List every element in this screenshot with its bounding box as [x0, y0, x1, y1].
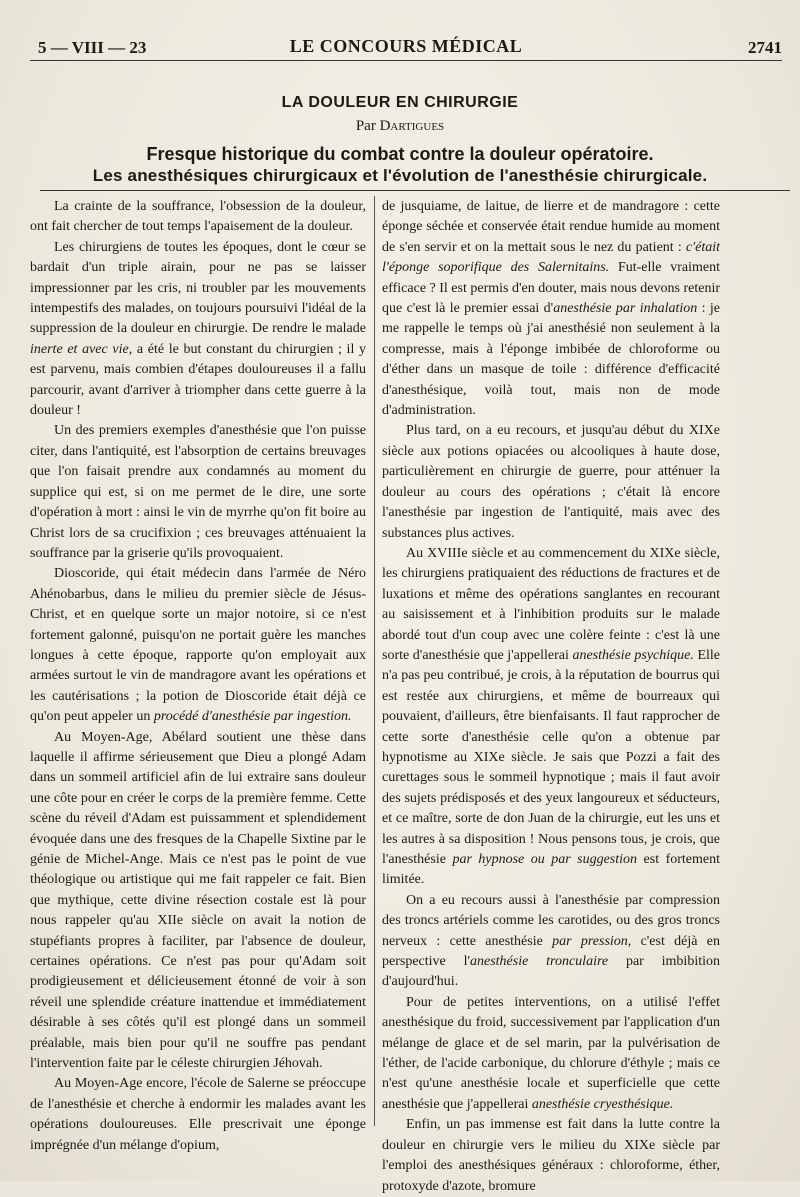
text-run: Elle n'a pas peu contribué, je crois, à la réputation de bourrus qui est restée aux chirurgiens, et même de bourreaux qui pouvaient, d'ailleurs, être bienfaisants. Il faut rapprocher de cette sorte d'anesthésie celle qu'on a obtenue par hypnotisme au XIXe siècle. Je sais que Pozzi a fait des curettages sous le sommeil hypnotique ; mais il faut avoir des sujets prédisposés et des yeux langoureux et séducteurs, et ce maître, sorte de don Juan de la chirurgie, eut les uns et les autres à sa disposition ! Nous pensons tous, je crois, que l'anesthésie — [382, 647, 720, 867]
text-run: Enfin, un pas immense est fait dans la lutte contre la douleur en chirurgie vers le milieu du XIXe siècle par l'emploi des anesthésiques généraux : chloroforme, éther, protoxyde d'azote, bromure — [382, 1117, 720, 1194]
article-author — [0, 118, 800, 135]
paragraph — [382, 891, 720, 993]
text-run: Pour de petites interventions, on a utilisé l'effet anesthésique du froid, successivement par l'application d'un mélange de glace et de sel marin, par la pulvérisation de l'éther, de l'acide carbonique, du chlorure d'éthyle ; mais ce n'est qu'une anesthésie locale et superficielle que cette anesthésie que j'appellerai — [382, 994, 720, 1112]
text-run: La crainte de la souffrance, l'obsession de la douleur, ont fait chercher de tout temps l'apaisement de la douleur. — [30, 199, 366, 235]
journal-title: LE CONCOURS MÉDICAL — [289, 36, 523, 56]
subtitle-primary: Fresque historique du combat contre la douleur opératoire. — [146, 144, 654, 164]
text-run: Dioscoride, qui était médecin dans l'armée de Néro Ahénobarbus, dans le milieu du premier siècle de Jésus-Christ, et en quelque sorte un major notoire, si ce n'est fortement galonné, puisqu'on ne portait guère les manches longues à cette époque, rapporte qu'on employait aux armées surtout le vin de mandragore avant les opérations et les cautérisations ; la potion de Dioscoride était déjà ce qu'on peut appeler un — [30, 566, 366, 725]
paragraph — [30, 1074, 366, 1156]
italic-phrase: anesthésie par inhalation — [553, 301, 698, 317]
text-run: Fut-elle vraiment efficace ? Il est permis d'en douter, mais nous devons retenir que c'est là le premier essai d' — [382, 260, 720, 317]
text-run: est fortement limitée. — [382, 852, 720, 888]
title-rule — [40, 190, 790, 191]
paragraph — [30, 197, 366, 238]
text-run: a été le but constant du chirurgien ; il y est parvenu, mais combien d'étapes douloureuses il a fallu parcourir, avant d'arriver à triompher dans cette guerre à la douleur ! — [30, 341, 366, 419]
text-run: Au XVIIIe siècle et au commencement du XIXe siècle, les chirurgiens pratiquaient des réductions de fractures et de luxations et même des opérations sanglantes en recourant au saisissement et à l'inhibition produits sur le malade abordé tout d'un coup avec une colère feinte : c'est là une sorte d'anesthésie que j'appellerai — [382, 545, 720, 663]
right-column — [382, 197, 720, 1197]
paragraph — [382, 1115, 720, 1197]
paragraph — [382, 544, 720, 891]
article-title: LA DOULEUR EN CHIRURGIE — [281, 94, 519, 111]
text-run: Au Moyen-Age, Abélard soutient une thèse dans laquelle il affirme sérieusement que Dieu a plongé Adam dans un sommeil artificiel afin de lui extraire sans douleur une côte pour en créer le corps de la première femme. Cette scène du réveil d'Adam est puissamment et splendidement évoquée dans une des fresques de la Chapelle Sixtine par le génie de Michel-Ange. Mais ce n'est pas le point de vue théologique ou artistique qui me fait rappeler ce fait. Bien que mythique, cette divine résection costale est là pour nous rappeler qu'au XIIe siècle on avait la notion de stupéfiants propres à faciliter, par l'absence de douleur, certaines opérations. Ce n'est pas pour qu'Adam soit prodigieusement et délicieusement étonné de voir à son réveil une splendide créature inattendue et immédiatement désirable à ses côtés qu'il est plongé dans un sommeil préalable, mais bien pour qu'il ne souffre pas pendant l'intervention faite par le céleste chirurgien Jéhovah. — [30, 729, 366, 1072]
italic-phrase: anesthésie tronculaire — [470, 954, 609, 970]
issue-date: 5 — VIII — 23 — [38, 38, 147, 57]
text-run: Au Moyen-Age encore, l'école de Salerne se préoccupe de l'anesthésie et cherche à endormir les malades avant les opérations douloureuses. Elle prescrivait une éponge imprégnée d'un mélange d'opium, — [30, 1076, 366, 1153]
text-run: On a eu recours aussi à l'anesthésie par compression des troncs artériels comme les carotides, ou des gros troncs nerveux : cette anesthésie — [382, 892, 720, 949]
text-run: Plus tard, on a eu recours, et jusqu'au début du XIXe siècle aux potions opiacées ou alcooliques à haute dose, particulièrement en chirurgie de guerre, pour atténuer la douleur au cours des opérations ; c'était là encore l'anesthésie par ingestion de l'antiquité, mais avec des substances plus actives. — [382, 423, 720, 541]
italic-phrase: par hypnose ou par suggestion — [452, 852, 638, 867]
italic-phrase: anesthésie psychique. — [572, 647, 694, 663]
text-run: Un des premiers exemples d'anesthésie que l'on puisse citer, dans l'antiquité, est l'absorption de certains breuvages que l'on faisait prendre aux condamnés au moment du supplice qui est, si on me permet de le dire, une sorte d'opération à mort : ainsi le vin de myrrhe qu'on fit boire au Christ lors de sa crucifixion ; ces breuvages atténuaient la souffrance par la griserie qu'ils provoquaient. — [30, 423, 366, 561]
text-run: c'est déjà en perspective l' — [382, 933, 720, 970]
italic-phrase: procédé d'anesthésie par ingestion. — [153, 709, 352, 725]
text-run: de jusquiame, de laitue, de lierre et de mandragore : cette éponge séchée et conservée était rendue humide au moment de s'en servir et on la mettait sous le nez du patient : — [382, 199, 720, 255]
italic-phrase: par pression, — [552, 933, 632, 949]
italic-phrase: c'était l'éponge soporifique des Salernitains. — [382, 239, 720, 276]
left-column — [30, 197, 366, 1156]
running-header — [30, 36, 782, 61]
italic-phrase: inerte et avec vie, — [30, 341, 133, 357]
page-number: 2741 — [748, 38, 782, 57]
paragraph — [30, 564, 366, 727]
subtitle-secondary: Les anesthésiques chirurgicaux et l'évolution de l'anesthésie chirurgicale. — [92, 166, 708, 185]
paragraph — [30, 728, 366, 1075]
paragraph — [30, 421, 366, 564]
italic-phrase: anesthésie cryesthésique. — [531, 1096, 674, 1112]
text-run: : je me rappelle le temps où j'ai anesthésié non seulement à la compresse, mais à l'éponge imbibée de chloroforme ou d'éther dans un masque de toile : différence d'efficacité d'anesthésique, voilà tout, mais non de mode d'administration. — [382, 301, 720, 419]
column-divider — [374, 196, 375, 1126]
author-name: Dartigues — [379, 118, 445, 134]
paragraph — [382, 993, 720, 1115]
paragraph — [30, 238, 366, 422]
paragraph — [382, 197, 720, 421]
text-run: par imbibition d'aujourd'hui. — [382, 954, 720, 990]
author-prefix: Par — [355, 118, 376, 134]
paragraph — [382, 421, 720, 543]
text-run: Les chirurgiens de toutes les époques, dont le cœur se bardait d'un triple airain, pour ne pas se laisser impressionner par les cris, ni troubler par les mouvements intempestifs des malades, on toujours poursuivi l'idéal de la suppression de la douleur en chirurgie. De rendre le malade — [30, 239, 366, 337]
